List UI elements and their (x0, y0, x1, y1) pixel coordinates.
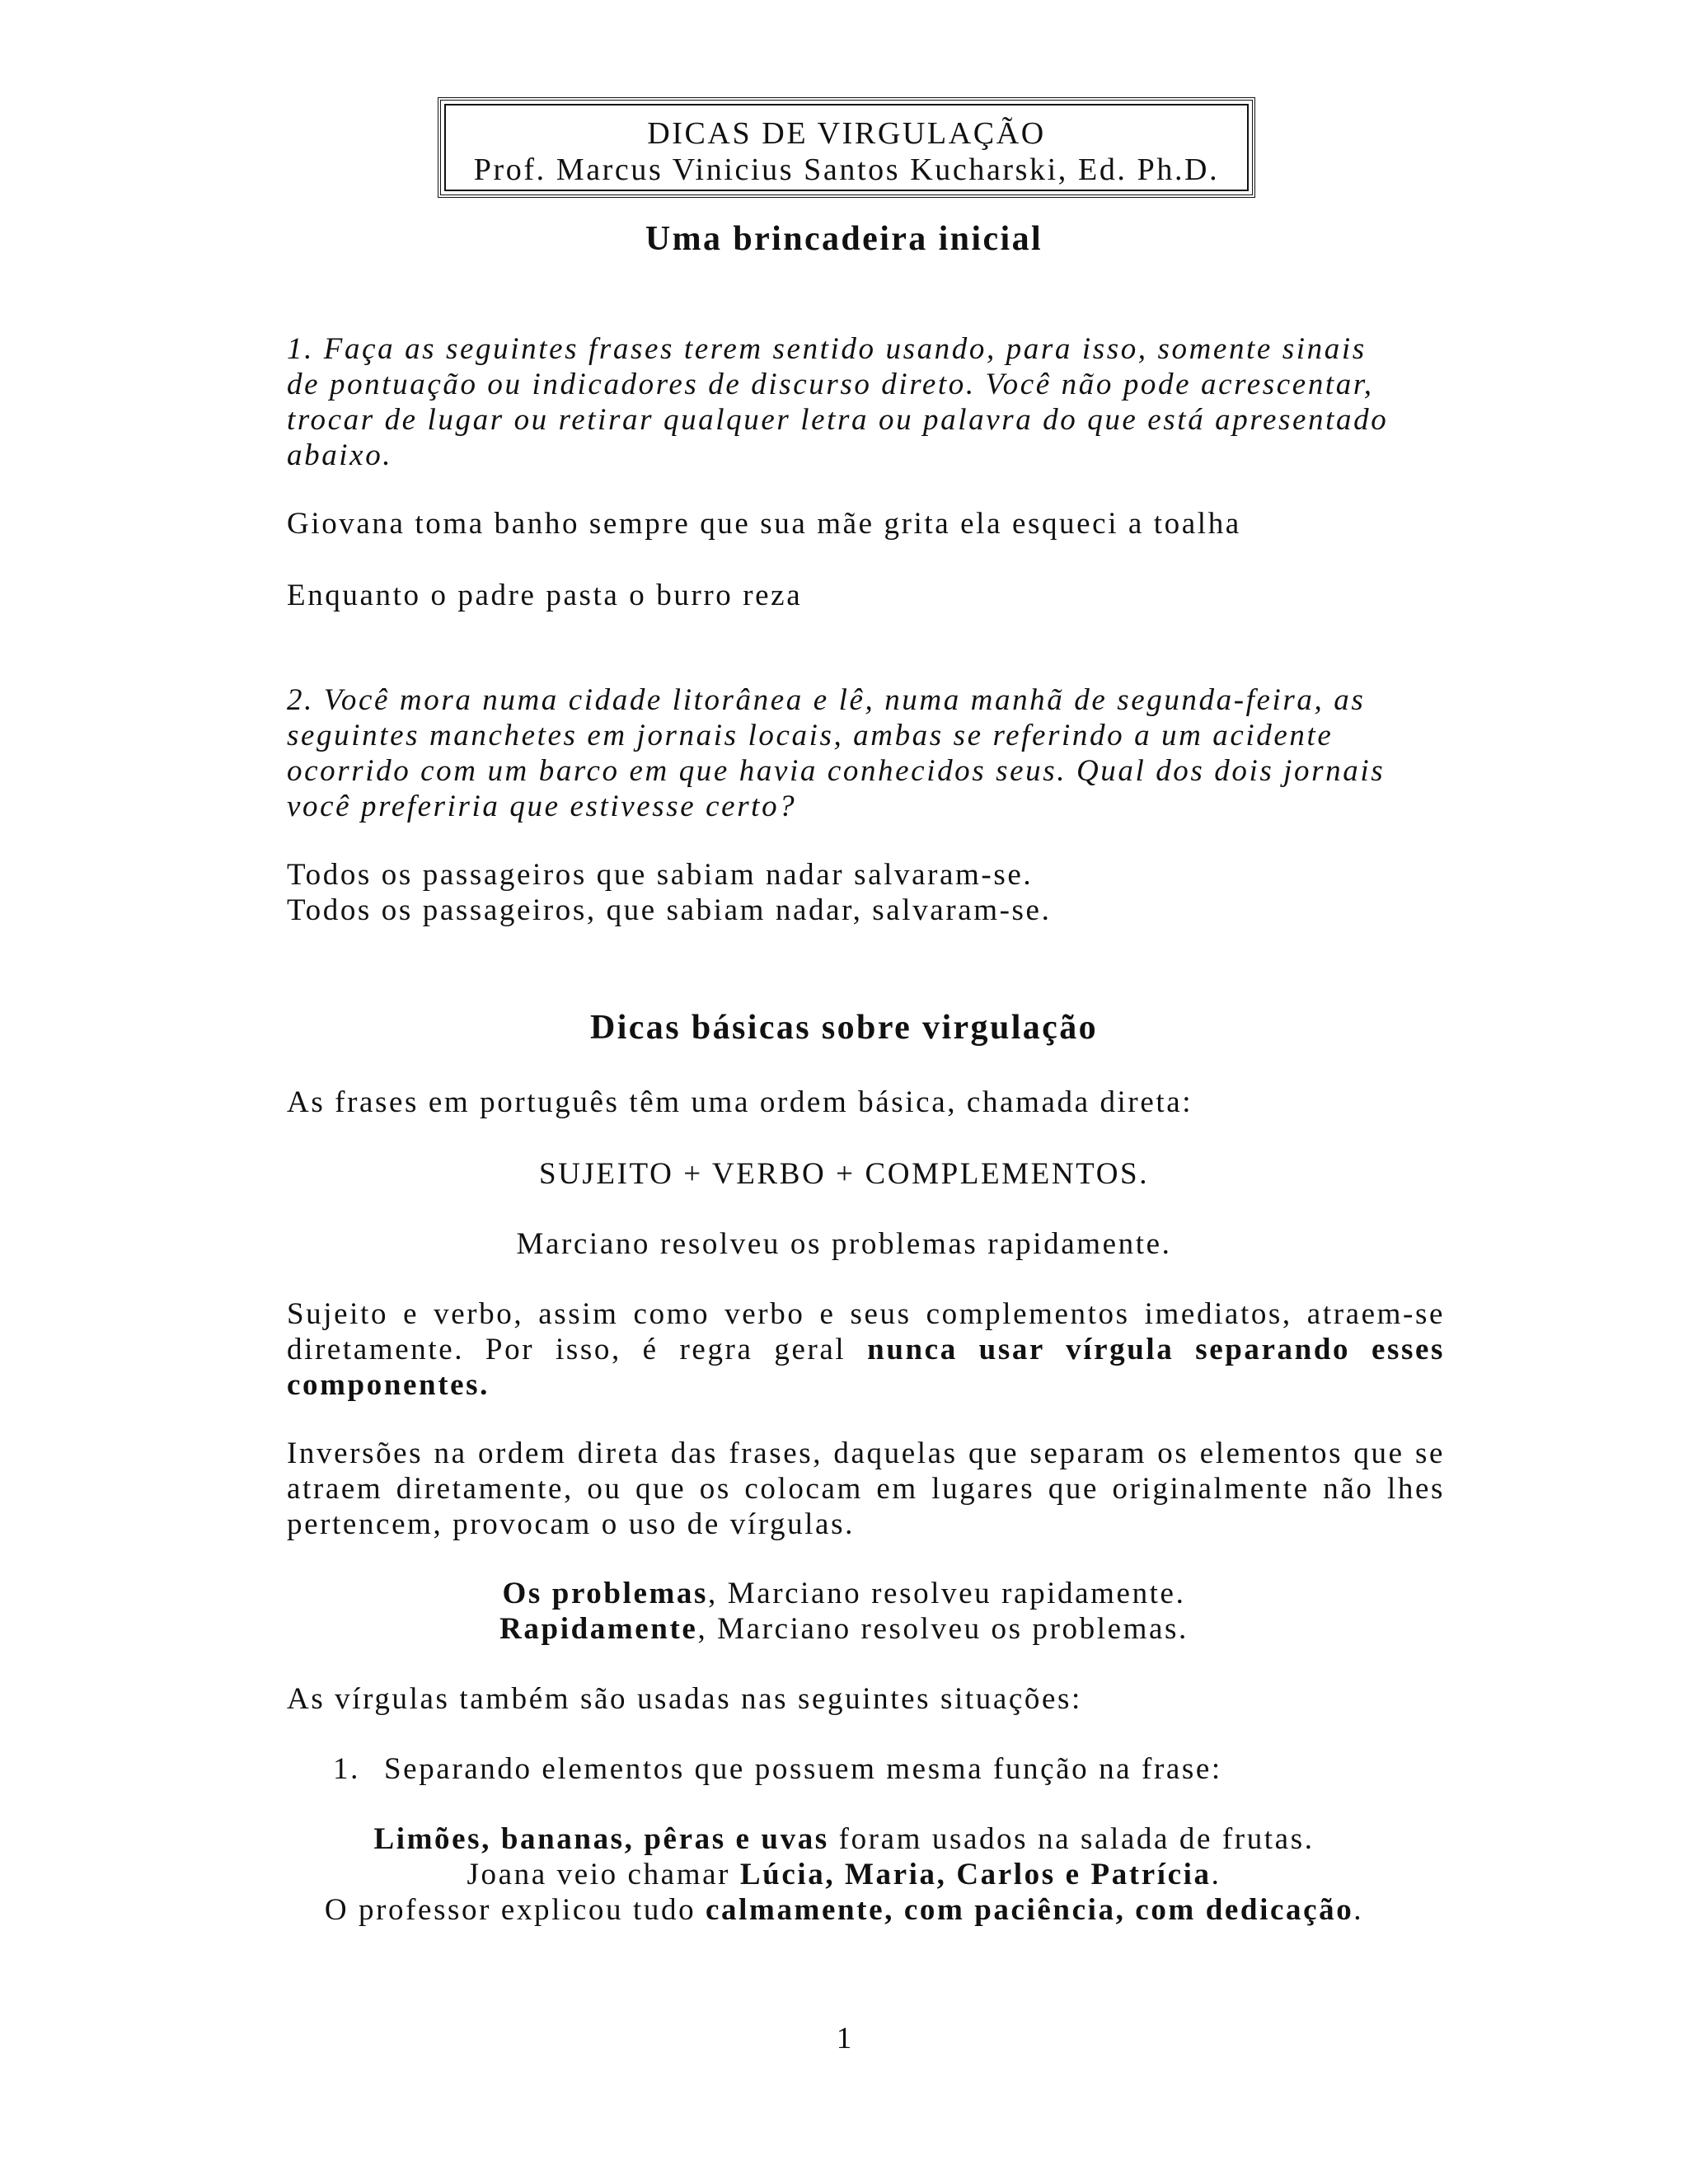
inversion-paragraph: Inversões na ordem direta das frases, daquelas que separam os elementos que se atraem diretamente, ou que os colocam em lugares que originalmente não lhes pertencem, provocam o uso de vírgulas. (287, 1436, 1445, 1541)
example-line-2-bold: Lúcia, Maria, Carlos e Patrícia (739, 1858, 1212, 1891)
rule-emphasis: nunca usar vírgula separando esses componentes. (287, 1333, 1445, 1402)
question-2 (287, 682, 1445, 824)
document-title: DICAS DE VIRGULAÇÃO (647, 116, 1046, 151)
question-1-line: abaixo. (287, 438, 393, 472)
author-line: Prof. Marcus Vinicius Santos Kucharski, Ed. Ph.D. (473, 152, 1220, 187)
question-2-line: ocorrido com um barco em que havia conhecidos seus. Qual dos dois jornais (287, 754, 1386, 788)
example-line-1-rest: foram usados na salada de frutas. (828, 1822, 1315, 1856)
example-line-3-pre: O professor explicou tudo (324, 1893, 706, 1927)
example-line-2-post: . (1211, 1858, 1221, 1891)
question-1-line: 1. Faça as seguintes frases terem sentido usando, para isso, somente sinais (287, 332, 1367, 366)
inversion-example-1 (0, 1576, 1688, 1611)
example-line-2-pre: Joana veio chamar (467, 1858, 740, 1891)
intro-paragraph: As frases em português têm uma ordem básica, chamada direta: (287, 1085, 1193, 1119)
formula-line: SUJEITO + VERBO + COMPLEMENTOS. (538, 1157, 1150, 1191)
question-1 (287, 331, 1445, 473)
example-line-3 (0, 1892, 1688, 1928)
example-line-1-bold: Limões, bananas, pêras e uvas (373, 1822, 829, 1856)
question-1-line: trocar de lugar ou retirar qualquer letra ou palavra do que está apresentado (287, 403, 1389, 437)
question-1-line: de pontuação ou indicadores de discurso direto. Você não pode acrescentar, (287, 368, 1374, 401)
inversion-example-2-bold: Rapidamente (499, 1612, 698, 1646)
list-item-text: Separando elementos que possuem mesma função na frase: (384, 1752, 1222, 1786)
headline-2: Todos os passageiros, que sabiam nadar, salvaram-se. (287, 893, 1052, 927)
inversion-example-2 (0, 1611, 1688, 1647)
example-line-3-bold: calmamente, com paciência, com dedicação (706, 1893, 1354, 1927)
exercise-sentence-b: Enquanto o padre pasta o burro reza (287, 579, 803, 612)
situations-intro: As vírgulas também são usadas nas seguintes situações: (287, 1682, 1082, 1716)
example-sentence: Marciano resolveu os problemas rapidamente. (516, 1227, 1172, 1261)
rule-paragraph (287, 1296, 1445, 1403)
page-number: 1 (836, 2022, 852, 2055)
inversion-example-1-rest: , Marciano resolveu rapidamente. (708, 1577, 1186, 1610)
exercise-sentence-a: Giovana toma banho sempre que sua mãe grita ela esqueci a toalha (287, 507, 1241, 541)
title-box (438, 97, 1255, 198)
section-heading-tips: Dicas básicas sobre virgulação (589, 1009, 1099, 1047)
section-heading-intro: Uma brincadeira inicial (645, 220, 1043, 258)
question-2-line: 2. Você mora numa cidade litorânea e lê, numa manhã de segunda-feira, as (287, 683, 1366, 717)
inversion-example-2-rest: , Marciano resolveu os problemas. (697, 1612, 1189, 1646)
inversion-example-1-bold: Os problemas (502, 1577, 709, 1610)
example-line-2 (0, 1857, 1688, 1892)
question-2-line: seguintes manchetes em jornais locais, ambas se referindo a um acidente (287, 719, 1334, 752)
question-2-line: você preferiria que estivesse certo? (287, 790, 797, 823)
example-line-1 (0, 1821, 1688, 1857)
example-line-3-post: . (1353, 1893, 1364, 1927)
headline-1: Todos os passageiros que sabiam nadar salvaram-se. (287, 858, 1034, 892)
list-item-number: 1. (333, 1752, 360, 1786)
rule-text: Sujeito e verbo, assim como verbo e seus complementos imediatos, atraem-se diretamente. Por isso, é regra geral (287, 1297, 1445, 1366)
list-item (333, 1751, 1222, 1787)
